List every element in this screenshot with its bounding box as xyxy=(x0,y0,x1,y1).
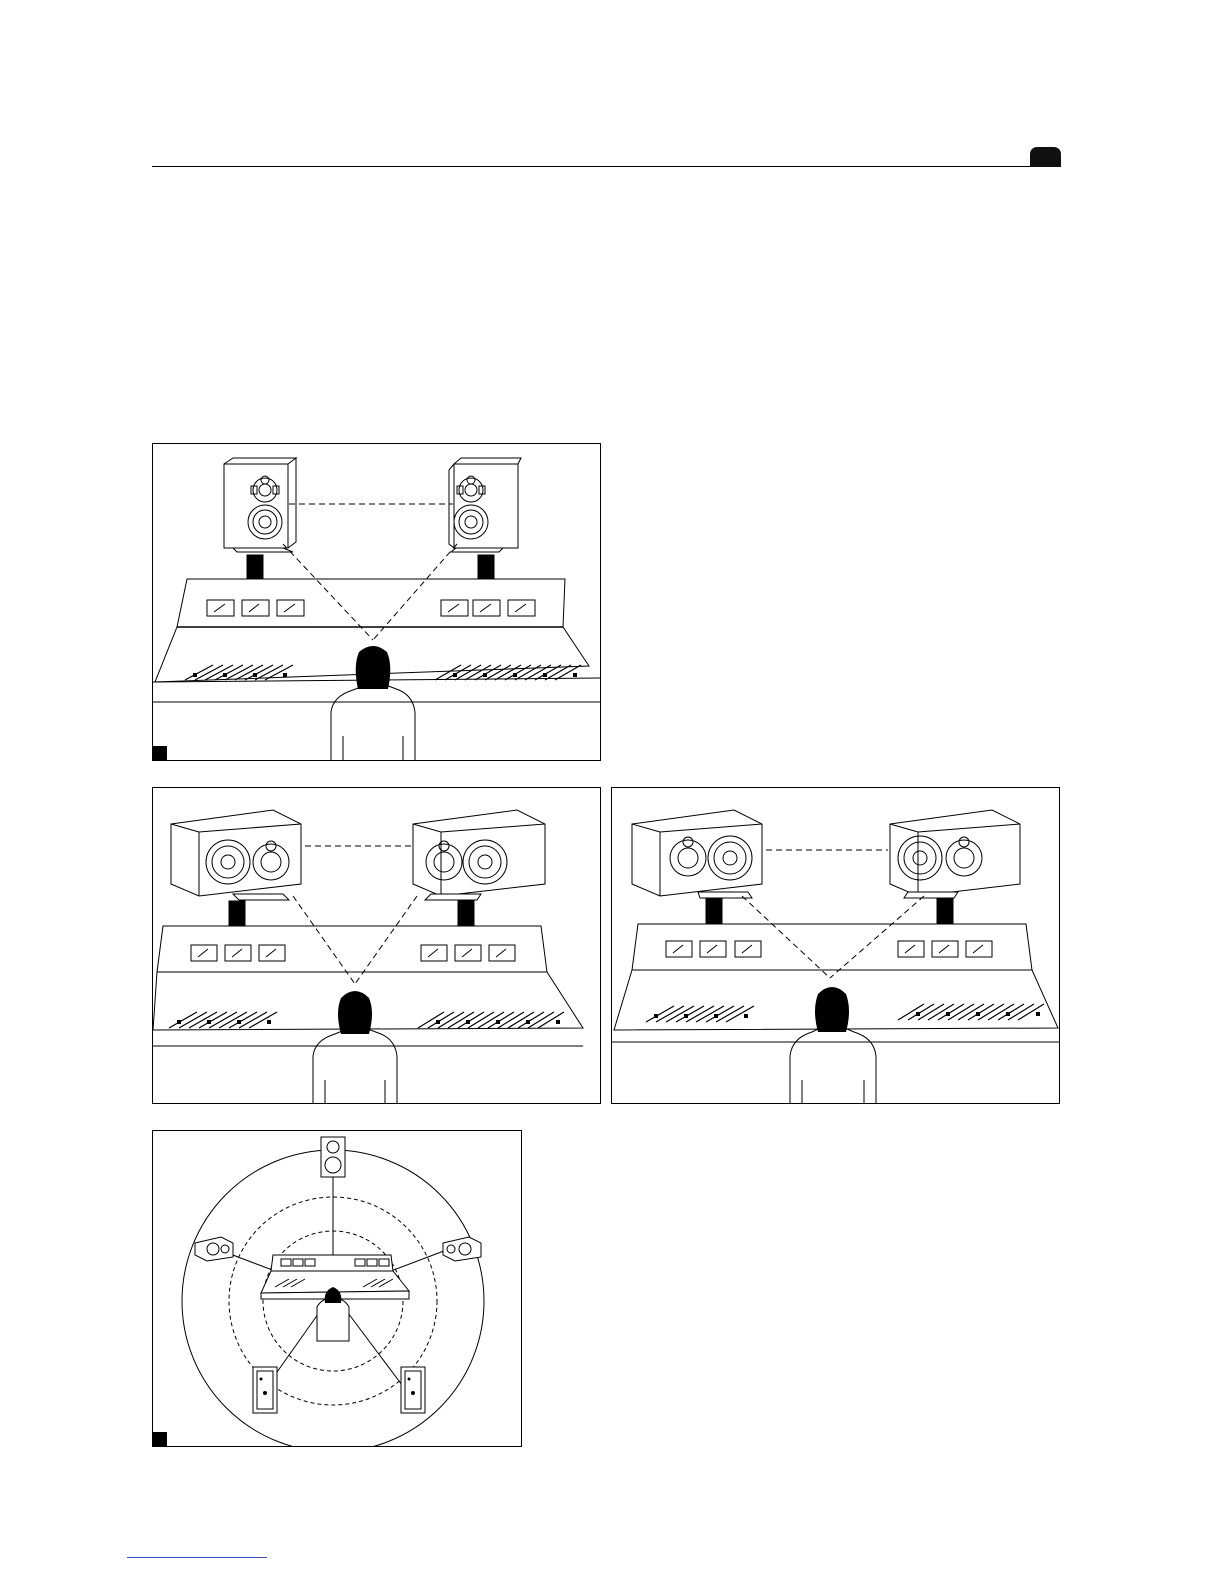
figure-horizontal-tweeter-outside xyxy=(611,787,1060,1104)
figure-horizontal-tweeter-inside xyxy=(152,787,601,1104)
header-rule xyxy=(152,166,1060,167)
figure-marker xyxy=(153,1432,167,1446)
surround-diagram xyxy=(153,1131,522,1447)
studio-illustration-vertical xyxy=(153,444,601,761)
studio-illustration-horizontal-b xyxy=(612,788,1060,1104)
figure-nearfield-vertical xyxy=(152,443,601,761)
page-number-tab xyxy=(1030,147,1061,167)
studio-illustration-horizontal-a xyxy=(153,788,601,1104)
figure-marker xyxy=(153,746,167,760)
figure-surround-top-view xyxy=(152,1130,522,1447)
footer-link-underline[interactable] xyxy=(127,1557,267,1558)
